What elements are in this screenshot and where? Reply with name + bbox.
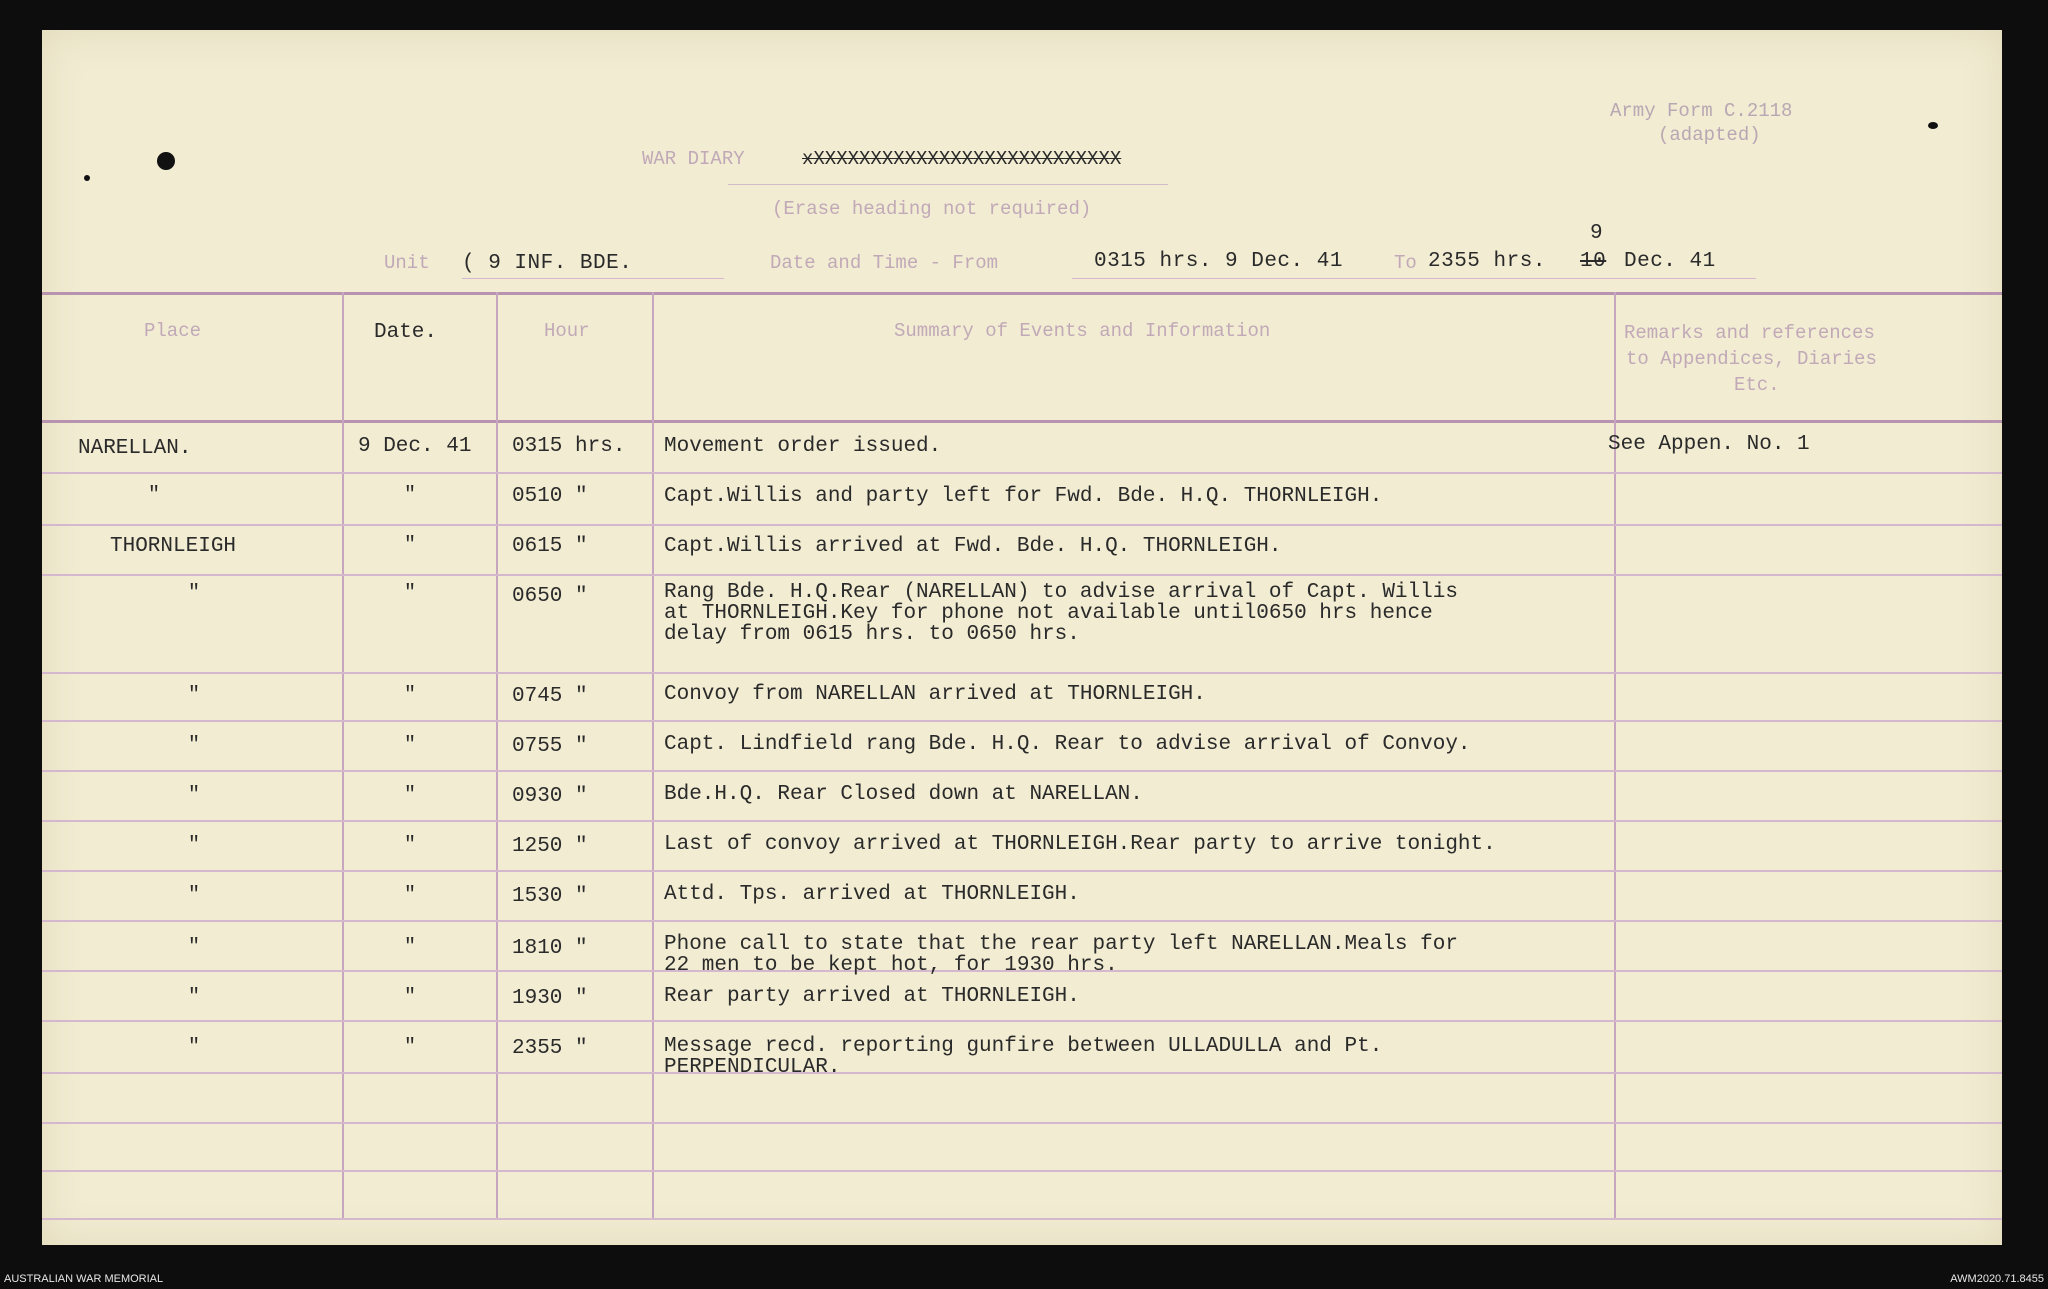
row-rule <box>42 672 2002 674</box>
row-summary: Message recd. reporting gunfire between ULLADULLA and Pt. PERPENDICULAR. <box>664 1035 1383 1079</box>
row-rule <box>42 720 2002 722</box>
col-header-summary: Summary of Events and Information <box>894 320 1271 342</box>
header-bottom-rule <box>42 420 2002 423</box>
row-rule <box>42 870 2002 872</box>
unit-label: Unit <box>384 252 430 274</box>
row-date: " <box>404 1036 417 1059</box>
row-hour: 0510 " <box>512 485 588 508</box>
row-rule <box>42 820 2002 822</box>
row-summary: Phone call to state that the rear party left NARELLAN.Meals for 22 men to be kept hot, for 1930 hrs. <box>664 933 1458 977</box>
row-place: THORNLEIGH <box>110 535 237 558</box>
row-summary: Bde.H.Q. Rear Closed down at NARELLAN. <box>664 783 1143 806</box>
row-place: " <box>188 986 201 1009</box>
date-to-underline <box>1426 278 1756 279</box>
row-hour: 2355 " <box>512 1037 588 1060</box>
row-place: " <box>188 936 201 959</box>
row-rule <box>42 920 2002 922</box>
row-date: " <box>404 484 417 507</box>
form-ref-line1: Army Form C.2118 <box>1610 100 1793 122</box>
form-ref-line2: (adapted) <box>1658 124 1761 146</box>
row-rule <box>42 524 2002 526</box>
row-summary: Rang Bde. H.Q.Rear (NARELLAN) to advise arrival of Capt. Willis at THORNLEIGH.Key for phone not available until0650 hrs hence delay from 0615 hrs. to 0650 hrs. <box>664 581 1458 646</box>
row-place: " <box>188 684 201 707</box>
date-to-label: To <box>1394 252 1417 274</box>
row-date: " <box>404 582 417 605</box>
row-rule <box>42 1020 2002 1022</box>
unit-underline <box>462 278 724 279</box>
date-from: 0315 hrs. 9 Dec. 41 <box>1094 250 1343 273</box>
row-hour: 0755 " <box>512 735 588 758</box>
erase-note: (Erase heading not required) <box>772 198 1092 220</box>
row-place: " <box>188 834 201 857</box>
col-header-remarks-2: to Appendices, Diaries <box>1626 348 1877 370</box>
date-to-prefix: 2355 hrs. <box>1428 250 1546 273</box>
heading-underline <box>728 184 1168 185</box>
col-header-date: Date. <box>374 321 438 344</box>
row-summary: Convoy from NARELLAN arrived at THORNLEIGH. <box>664 683 1206 706</box>
row-place: " <box>188 1036 201 1059</box>
row-rule <box>42 574 2002 576</box>
diary-sheet <box>42 30 2002 1245</box>
col-header-place: Place <box>144 320 202 342</box>
ink-mark <box>1928 122 1938 129</box>
heading-title: WAR DIARY <box>642 148 745 170</box>
date-time-label: Date and Time - From <box>770 252 999 274</box>
unit-value: ( 9 INF. BDE. <box>462 252 633 275</box>
footer-archive: AUSTRALIAN WAR MEMORIAL <box>4 1273 164 1285</box>
row-rule <box>42 1122 2002 1124</box>
row-place: NARELLAN. <box>78 437 192 460</box>
row-summary: Rear party arrived at THORNLEIGH. <box>664 985 1080 1008</box>
row-hour: 1250 " <box>512 835 588 858</box>
row-summary: Movement order issued. <box>664 435 942 458</box>
col-header-remarks-3: Etc. <box>1734 374 1780 396</box>
row-hour: 0315 hrs. <box>512 435 626 458</box>
row-summary: Attd. Tps. arrived at THORNLEIGH. <box>664 883 1080 906</box>
row-date: " <box>404 784 417 807</box>
heading-struck: xXXXXXXXXXXXXXXXXXXXXXXXXXXX <box>802 148 1122 170</box>
row-place: " <box>188 582 201 605</box>
row-summary: Capt.Willis arrived at Fwd. Bde. H.Q. THORNLEIGH. <box>664 535 1282 558</box>
col-divider-date <box>496 292 498 1220</box>
row-place: " <box>148 484 161 507</box>
date-from-underline <box>1072 278 1426 279</box>
row-rule <box>42 1170 2002 1172</box>
row-date: " <box>404 936 417 959</box>
row-summary: Last of convoy arrived at THORNLEIGH.Rear party to arrive tonight. <box>664 833 1496 856</box>
row-hour: 1810 " <box>512 937 588 960</box>
col-header-remarks-1: Remarks and references <box>1624 322 1875 344</box>
row-hour: 1530 " <box>512 885 588 908</box>
row-date: " <box>404 684 417 707</box>
row-hour: 0745 " <box>512 685 588 708</box>
row-place: " <box>188 734 201 757</box>
row-date: 9 Dec. 41 <box>358 435 472 458</box>
ink-mark <box>84 175 90 181</box>
table-top-rule <box>42 292 2002 295</box>
row-place: " <box>188 884 201 907</box>
footer-reference: AWM2020.71.8455 <box>1950 1273 2044 1285</box>
date-to-corrected-day: 9 <box>1590 222 1604 245</box>
row-date: " <box>404 534 417 557</box>
col-divider-place <box>342 292 344 1220</box>
row-rule <box>42 1218 2002 1220</box>
row-hour: 0930 " <box>512 785 588 808</box>
punch-hole <box>157 152 175 170</box>
date-to-struck-day: 10 <box>1580 250 1607 273</box>
row-hour: 0615 " <box>512 535 588 558</box>
row-hour: 1930 " <box>512 987 588 1010</box>
date-to-suffix: Dec. 41 <box>1624 250 1716 273</box>
row-date: " <box>404 734 417 757</box>
row-date: " <box>404 884 417 907</box>
row-hour: 0650 " <box>512 585 588 608</box>
row-date: " <box>404 834 417 857</box>
row-place: " <box>188 784 201 807</box>
col-header-hour: Hour <box>544 320 590 342</box>
row-date: " <box>404 986 417 1009</box>
row-summary: Capt. Lindfield rang Bde. H.Q. Rear to advise arrival of Convoy. <box>664 733 1471 756</box>
row-remarks: See Appen. No. 1 <box>1608 433 1810 456</box>
row-rule <box>42 770 2002 772</box>
col-divider-hour <box>652 292 654 1220</box>
row-rule <box>42 472 2002 474</box>
row-summary: Capt.Willis and party left for Fwd. Bde. H.Q. THORNLEIGH. <box>664 485 1383 508</box>
col-divider-summary <box>1614 292 1616 1220</box>
